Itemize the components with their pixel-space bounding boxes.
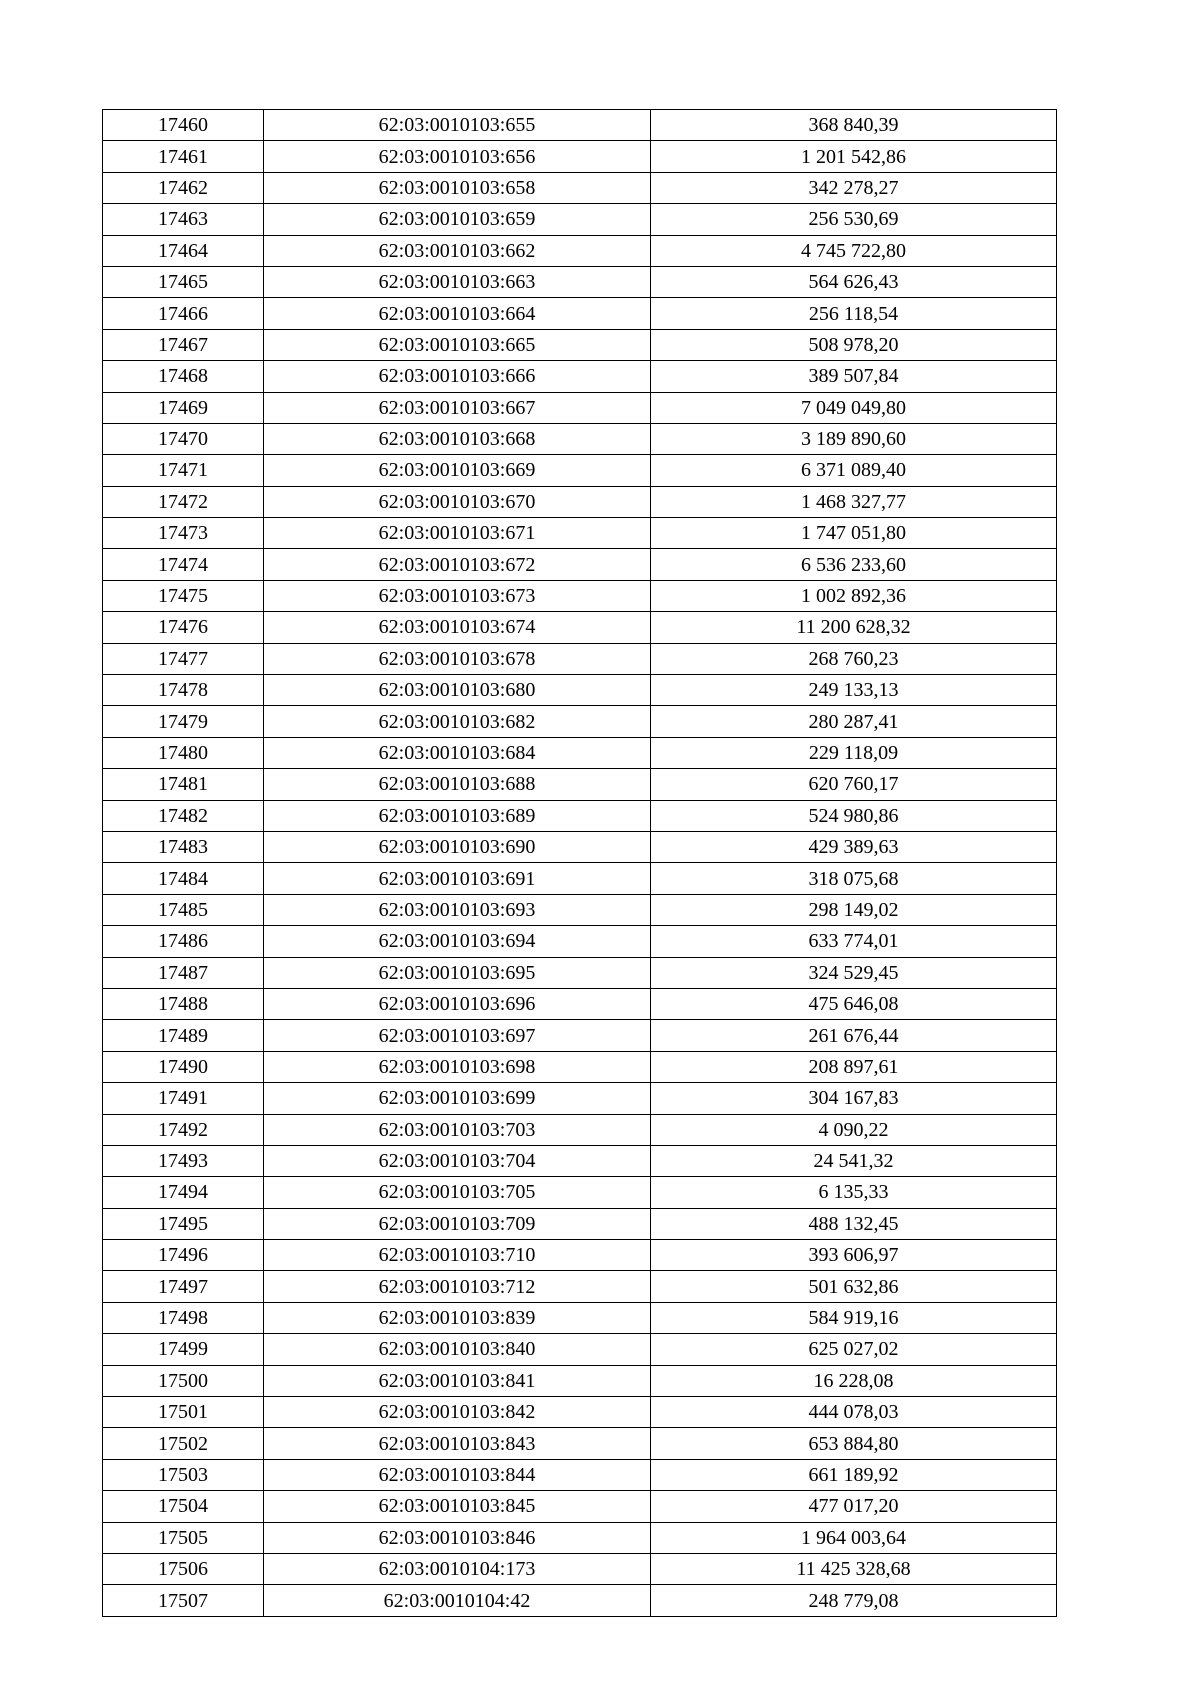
row-number-cell: 17480 bbox=[103, 737, 264, 768]
cadastral-number-cell: 62:03:0010103:665 bbox=[264, 329, 651, 360]
cadastral-value-cell: 208 897,61 bbox=[651, 1051, 1057, 1082]
cadastral-value-cell: 444 078,03 bbox=[651, 1397, 1057, 1428]
row-number-cell: 17488 bbox=[103, 988, 264, 1019]
cadastral-value-cell: 324 529,45 bbox=[651, 957, 1057, 988]
table-row bbox=[103, 957, 1057, 988]
cadastral-number-cell: 62:03:0010103:664 bbox=[264, 298, 651, 329]
cadastral-number-cell: 62:03:0010103:682 bbox=[264, 706, 651, 737]
cadastral-number-cell: 62:03:0010103:704 bbox=[264, 1145, 651, 1176]
cadastral-number-cell: 62:03:0010103:705 bbox=[264, 1177, 651, 1208]
cadastral-value-cell: 1 002 892,36 bbox=[651, 580, 1057, 611]
table-row bbox=[103, 894, 1057, 925]
cadastral-value-cell: 429 389,63 bbox=[651, 831, 1057, 862]
cadastral-number-cell: 62:03:0010104:173 bbox=[264, 1553, 651, 1584]
cadastral-value-cell: 620 760,17 bbox=[651, 769, 1057, 800]
table-row bbox=[103, 549, 1057, 580]
table-row bbox=[103, 266, 1057, 297]
cadastral-number-cell: 62:03:0010103:655 bbox=[264, 110, 651, 141]
table-row bbox=[103, 1459, 1057, 1490]
row-number-cell: 17492 bbox=[103, 1114, 264, 1145]
cadastral-value-cell: 524 980,86 bbox=[651, 800, 1057, 831]
row-number-cell: 17472 bbox=[103, 486, 264, 517]
table-row bbox=[103, 863, 1057, 894]
table-row bbox=[103, 518, 1057, 549]
row-number-cell: 17504 bbox=[103, 1491, 264, 1522]
row-number-cell: 17502 bbox=[103, 1428, 264, 1459]
cadastral-value-cell: 24 541,32 bbox=[651, 1145, 1057, 1176]
cadastral-value-cell: 1 964 003,64 bbox=[651, 1522, 1057, 1553]
table-row bbox=[103, 1585, 1057, 1616]
cadastral-value-cell: 248 779,08 bbox=[651, 1585, 1057, 1616]
table-row bbox=[103, 988, 1057, 1019]
row-number-cell: 17505 bbox=[103, 1522, 264, 1553]
row-number-cell: 17497 bbox=[103, 1271, 264, 1302]
table-row bbox=[103, 423, 1057, 454]
cadastral-value-cell: 3 189 890,60 bbox=[651, 423, 1057, 454]
cadastral-number-cell: 62:03:0010103:656 bbox=[264, 141, 651, 172]
cadastral-number-cell: 62:03:0010103:667 bbox=[264, 392, 651, 423]
table-row bbox=[103, 1553, 1057, 1584]
cadastral-number-cell: 62:03:0010103:840 bbox=[264, 1334, 651, 1365]
table-row bbox=[103, 361, 1057, 392]
cadastral-number-cell: 62:03:0010103:844 bbox=[264, 1459, 651, 1490]
cadastral-number-cell: 62:03:0010103:689 bbox=[264, 800, 651, 831]
cadastral-number-cell: 62:03:0010104:42 bbox=[264, 1585, 651, 1616]
row-number-cell: 17496 bbox=[103, 1240, 264, 1271]
cadastral-number-cell: 62:03:0010103:666 bbox=[264, 361, 651, 392]
table-body bbox=[103, 110, 1057, 1617]
cadastral-value-cell: 653 884,80 bbox=[651, 1428, 1057, 1459]
row-number-cell: 17489 bbox=[103, 1020, 264, 1051]
table-row bbox=[103, 235, 1057, 266]
table-row bbox=[103, 1491, 1057, 1522]
cadastral-value-cell: 6 371 089,40 bbox=[651, 455, 1057, 486]
cadastral-value-cell: 4 090,22 bbox=[651, 1114, 1057, 1145]
row-number-cell: 17483 bbox=[103, 831, 264, 862]
cadastral-value-cell: 268 760,23 bbox=[651, 643, 1057, 674]
table-row bbox=[103, 329, 1057, 360]
cadastral-number-cell: 62:03:0010103:695 bbox=[264, 957, 651, 988]
cadastral-number-cell: 62:03:0010103:691 bbox=[264, 863, 651, 894]
table-row bbox=[103, 1334, 1057, 1365]
table-row bbox=[103, 1271, 1057, 1302]
cadastral-number-cell: 62:03:0010103:697 bbox=[264, 1020, 651, 1051]
cadastral-number-cell: 62:03:0010103:710 bbox=[264, 1240, 651, 1271]
row-number-cell: 17506 bbox=[103, 1553, 264, 1584]
cadastral-value-cell: 7 049 049,80 bbox=[651, 392, 1057, 423]
cadastral-value-cell: 318 075,68 bbox=[651, 863, 1057, 894]
row-number-cell: 17466 bbox=[103, 298, 264, 329]
table-row bbox=[103, 706, 1057, 737]
table-row bbox=[103, 800, 1057, 831]
table-row bbox=[103, 1365, 1057, 1396]
table-row bbox=[103, 1302, 1057, 1333]
table-row bbox=[103, 1083, 1057, 1114]
table-row bbox=[103, 1114, 1057, 1145]
cadastral-number-cell: 62:03:0010103:846 bbox=[264, 1522, 651, 1553]
row-number-cell: 17503 bbox=[103, 1459, 264, 1490]
cadastral-number-cell: 62:03:0010103:843 bbox=[264, 1428, 651, 1459]
row-number-cell: 17486 bbox=[103, 926, 264, 957]
table-row bbox=[103, 298, 1057, 329]
cadastral-number-cell: 62:03:0010103:668 bbox=[264, 423, 651, 454]
cadastral-value-cell: 4 745 722,80 bbox=[651, 235, 1057, 266]
cadastral-number-cell: 62:03:0010103:663 bbox=[264, 266, 651, 297]
cadastral-value-cell: 508 978,20 bbox=[651, 329, 1057, 360]
row-number-cell: 17474 bbox=[103, 549, 264, 580]
cadastral-number-cell: 62:03:0010103:839 bbox=[264, 1302, 651, 1333]
row-number-cell: 17475 bbox=[103, 580, 264, 611]
cadastral-value-cell: 625 027,02 bbox=[651, 1334, 1057, 1365]
cadastral-value-cell: 6 135,33 bbox=[651, 1177, 1057, 1208]
row-number-cell: 17481 bbox=[103, 769, 264, 800]
table-row bbox=[103, 486, 1057, 517]
table-row bbox=[103, 141, 1057, 172]
cadastral-value-cell: 280 287,41 bbox=[651, 706, 1057, 737]
cadastral-value-cell: 298 149,02 bbox=[651, 894, 1057, 925]
table-row bbox=[103, 580, 1057, 611]
cadastral-value-cell: 342 278,27 bbox=[651, 172, 1057, 203]
cadastral-number-cell: 62:03:0010103:693 bbox=[264, 894, 651, 925]
cadastral-number-cell: 62:03:0010103:674 bbox=[264, 612, 651, 643]
cadastral-number-cell: 62:03:0010103:842 bbox=[264, 1397, 651, 1428]
table-row bbox=[103, 1397, 1057, 1428]
row-number-cell: 17494 bbox=[103, 1177, 264, 1208]
cadastral-number-cell: 62:03:0010103:709 bbox=[264, 1208, 651, 1239]
cadastral-value-cell: 564 626,43 bbox=[651, 266, 1057, 297]
table-row bbox=[103, 204, 1057, 235]
row-number-cell: 17478 bbox=[103, 675, 264, 706]
cadastral-value-cell: 501 632,86 bbox=[651, 1271, 1057, 1302]
cadastral-value-cell: 256 530,69 bbox=[651, 204, 1057, 235]
cadastral-value-cell: 229 118,09 bbox=[651, 737, 1057, 768]
table-row bbox=[103, 1208, 1057, 1239]
table-row bbox=[103, 110, 1057, 141]
row-number-cell: 17501 bbox=[103, 1397, 264, 1428]
row-number-cell: 17500 bbox=[103, 1365, 264, 1396]
cadastral-value-cell: 477 017,20 bbox=[651, 1491, 1057, 1522]
cadastral-number-cell: 62:03:0010103:712 bbox=[264, 1271, 651, 1302]
row-number-cell: 17476 bbox=[103, 612, 264, 643]
row-number-cell: 17461 bbox=[103, 141, 264, 172]
row-number-cell: 17491 bbox=[103, 1083, 264, 1114]
table-row bbox=[103, 643, 1057, 674]
table-row bbox=[103, 831, 1057, 862]
cadastral-number-cell: 62:03:0010103:696 bbox=[264, 988, 651, 1019]
cadastral-number-cell: 62:03:0010103:662 bbox=[264, 235, 651, 266]
cadastral-value-cell: 1 747 051,80 bbox=[651, 518, 1057, 549]
row-number-cell: 17493 bbox=[103, 1145, 264, 1176]
cadastral-number-cell: 62:03:0010103:680 bbox=[264, 675, 651, 706]
table-row bbox=[103, 1428, 1057, 1459]
cadastral-number-cell: 62:03:0010103:659 bbox=[264, 204, 651, 235]
cadastral-value-cell: 256 118,54 bbox=[651, 298, 1057, 329]
cadastral-number-cell: 62:03:0010103:673 bbox=[264, 580, 651, 611]
row-number-cell: 17498 bbox=[103, 1302, 264, 1333]
cadastral-value-cell: 1 468 327,77 bbox=[651, 486, 1057, 517]
cadastral-value-cell: 249 133,13 bbox=[651, 675, 1057, 706]
row-number-cell: 17467 bbox=[103, 329, 264, 360]
cadastral-value-cell: 6 536 233,60 bbox=[651, 549, 1057, 580]
cadastral-value-table bbox=[102, 109, 1057, 1617]
row-number-cell: 17469 bbox=[103, 392, 264, 423]
cadastral-value-cell: 304 167,83 bbox=[651, 1083, 1057, 1114]
row-number-cell: 17499 bbox=[103, 1334, 264, 1365]
cadastral-value-cell: 1 201 542,86 bbox=[651, 141, 1057, 172]
row-number-cell: 17470 bbox=[103, 423, 264, 454]
row-number-cell: 17479 bbox=[103, 706, 264, 737]
cadastral-number-cell: 62:03:0010103:699 bbox=[264, 1083, 651, 1114]
row-number-cell: 17477 bbox=[103, 643, 264, 674]
cadastral-value-cell: 16 228,08 bbox=[651, 1365, 1057, 1396]
cadastral-number-cell: 62:03:0010103:688 bbox=[264, 769, 651, 800]
row-number-cell: 17495 bbox=[103, 1208, 264, 1239]
row-number-cell: 17490 bbox=[103, 1051, 264, 1082]
row-number-cell: 17485 bbox=[103, 894, 264, 925]
table-row bbox=[103, 612, 1057, 643]
table-row bbox=[103, 1051, 1057, 1082]
table-row bbox=[103, 769, 1057, 800]
cadastral-value-cell: 584 919,16 bbox=[651, 1302, 1057, 1333]
table-row bbox=[103, 675, 1057, 706]
cadastral-number-cell: 62:03:0010103:841 bbox=[264, 1365, 651, 1396]
table-row bbox=[103, 1177, 1057, 1208]
cadastral-number-cell: 62:03:0010103:669 bbox=[264, 455, 651, 486]
cadastral-value-cell: 488 132,45 bbox=[651, 1208, 1057, 1239]
cadastral-number-cell: 62:03:0010103:670 bbox=[264, 486, 651, 517]
cadastral-value-cell: 261 676,44 bbox=[651, 1020, 1057, 1051]
cadastral-value-cell: 11 425 328,68 bbox=[651, 1553, 1057, 1584]
row-number-cell: 17482 bbox=[103, 800, 264, 831]
row-number-cell: 17473 bbox=[103, 518, 264, 549]
cadastral-number-cell: 62:03:0010103:678 bbox=[264, 643, 651, 674]
cadastral-number-cell: 62:03:0010103:672 bbox=[264, 549, 651, 580]
row-number-cell: 17468 bbox=[103, 361, 264, 392]
cadastral-value-cell: 368 840,39 bbox=[651, 110, 1057, 141]
cadastral-value-cell: 475 646,08 bbox=[651, 988, 1057, 1019]
cadastral-number-cell: 62:03:0010103:703 bbox=[264, 1114, 651, 1145]
row-number-cell: 17487 bbox=[103, 957, 264, 988]
row-number-cell: 17484 bbox=[103, 863, 264, 894]
cadastral-number-cell: 62:03:0010103:845 bbox=[264, 1491, 651, 1522]
cadastral-value-cell: 11 200 628,32 bbox=[651, 612, 1057, 643]
cadastral-value-cell: 393 606,97 bbox=[651, 1240, 1057, 1271]
table-row bbox=[103, 1020, 1057, 1051]
row-number-cell: 17462 bbox=[103, 172, 264, 203]
cadastral-number-cell: 62:03:0010103:684 bbox=[264, 737, 651, 768]
cadastral-value-cell: 389 507,84 bbox=[651, 361, 1057, 392]
row-number-cell: 17465 bbox=[103, 266, 264, 297]
cadastral-number-cell: 62:03:0010103:698 bbox=[264, 1051, 651, 1082]
row-number-cell: 17464 bbox=[103, 235, 264, 266]
table-row bbox=[103, 1145, 1057, 1176]
cadastral-value-cell: 661 189,92 bbox=[651, 1459, 1057, 1490]
table-row bbox=[103, 455, 1057, 486]
table-row bbox=[103, 737, 1057, 768]
row-number-cell: 17463 bbox=[103, 204, 264, 235]
table-row bbox=[103, 392, 1057, 423]
table-row bbox=[103, 172, 1057, 203]
cadastral-value-cell: 633 774,01 bbox=[651, 926, 1057, 957]
table-row bbox=[103, 1240, 1057, 1271]
cadastral-number-cell: 62:03:0010103:671 bbox=[264, 518, 651, 549]
row-number-cell: 17471 bbox=[103, 455, 264, 486]
cadastral-number-cell: 62:03:0010103:690 bbox=[264, 831, 651, 862]
table-row bbox=[103, 1522, 1057, 1553]
row-number-cell: 17460 bbox=[103, 110, 264, 141]
row-number-cell: 17507 bbox=[103, 1585, 264, 1616]
table-row bbox=[103, 926, 1057, 957]
cadastral-number-cell: 62:03:0010103:694 bbox=[264, 926, 651, 957]
cadastral-number-cell: 62:03:0010103:658 bbox=[264, 172, 651, 203]
